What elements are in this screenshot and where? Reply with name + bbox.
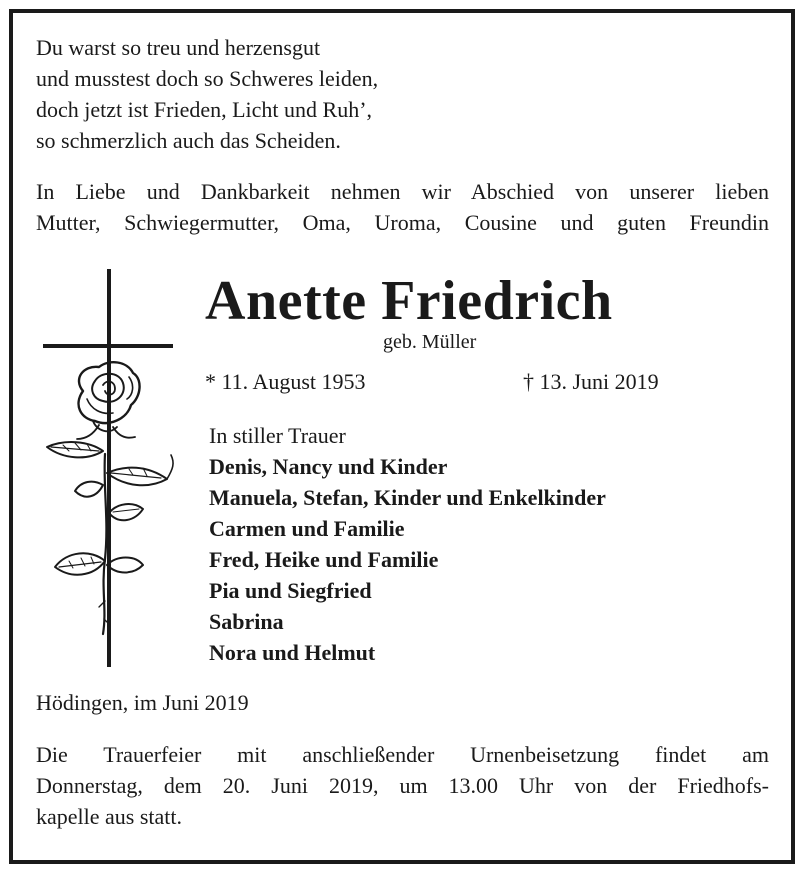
place-date: Hödingen, im Juni 2019 <box>36 690 249 715</box>
maiden-name: geb. Müller <box>383 331 477 353</box>
cross-with-rose-icon <box>43 269 183 669</box>
mourners-heading: In stiller Trauer <box>209 423 346 448</box>
mourner-line: Manuela, Stefan, Kinder und Enkelkinder <box>209 485 606 510</box>
intro-line-1: In Liebe und Dankbarkeit nehmen wir Abschied von unserer lieben <box>36 179 769 204</box>
intro-line-2: Mutter, Schwiegermutter, Oma, Uroma, Cousine und guten Freundin <box>36 210 769 235</box>
poem-line-2: und musstest doch so Schweres leiden, <box>36 66 379 91</box>
mourner-line: Pia und Siegfried <box>209 578 372 603</box>
obituary-notice <box>9 9 795 864</box>
funeral-line-1: Die Trauerfeier mit anschließender Urnenbeisetzung findet am <box>36 742 769 767</box>
death-date: † 13. Juni 2019 <box>523 369 659 394</box>
funeral-line-2: Donnerstag, dem 20. Juni 2019, um 13.00 Uhr von der Friedhofs- <box>36 773 769 798</box>
poem-line-4: so schmerzlich auch das Scheiden. <box>36 128 341 153</box>
mourner-line: Carmen und Familie <box>209 516 405 541</box>
mourner-line: Nora und Helmut <box>209 640 376 665</box>
mourner-line: Denis, Nancy und Kinder <box>209 454 448 479</box>
poem-line-1: Du warst so treu und herzensgut <box>36 35 321 60</box>
poem-line-3: doch jetzt ist Frieden, Licht und Ruh’, <box>36 97 373 122</box>
mourner-line: Sabrina <box>209 609 284 634</box>
deceased-name: Anette Friedrich <box>205 270 613 332</box>
mourner-line: Fred, Heike und Familie <box>209 547 439 572</box>
birth-date: * 11. August 1953 <box>205 369 366 394</box>
funeral-line-3: kapelle aus statt. <box>36 804 183 829</box>
